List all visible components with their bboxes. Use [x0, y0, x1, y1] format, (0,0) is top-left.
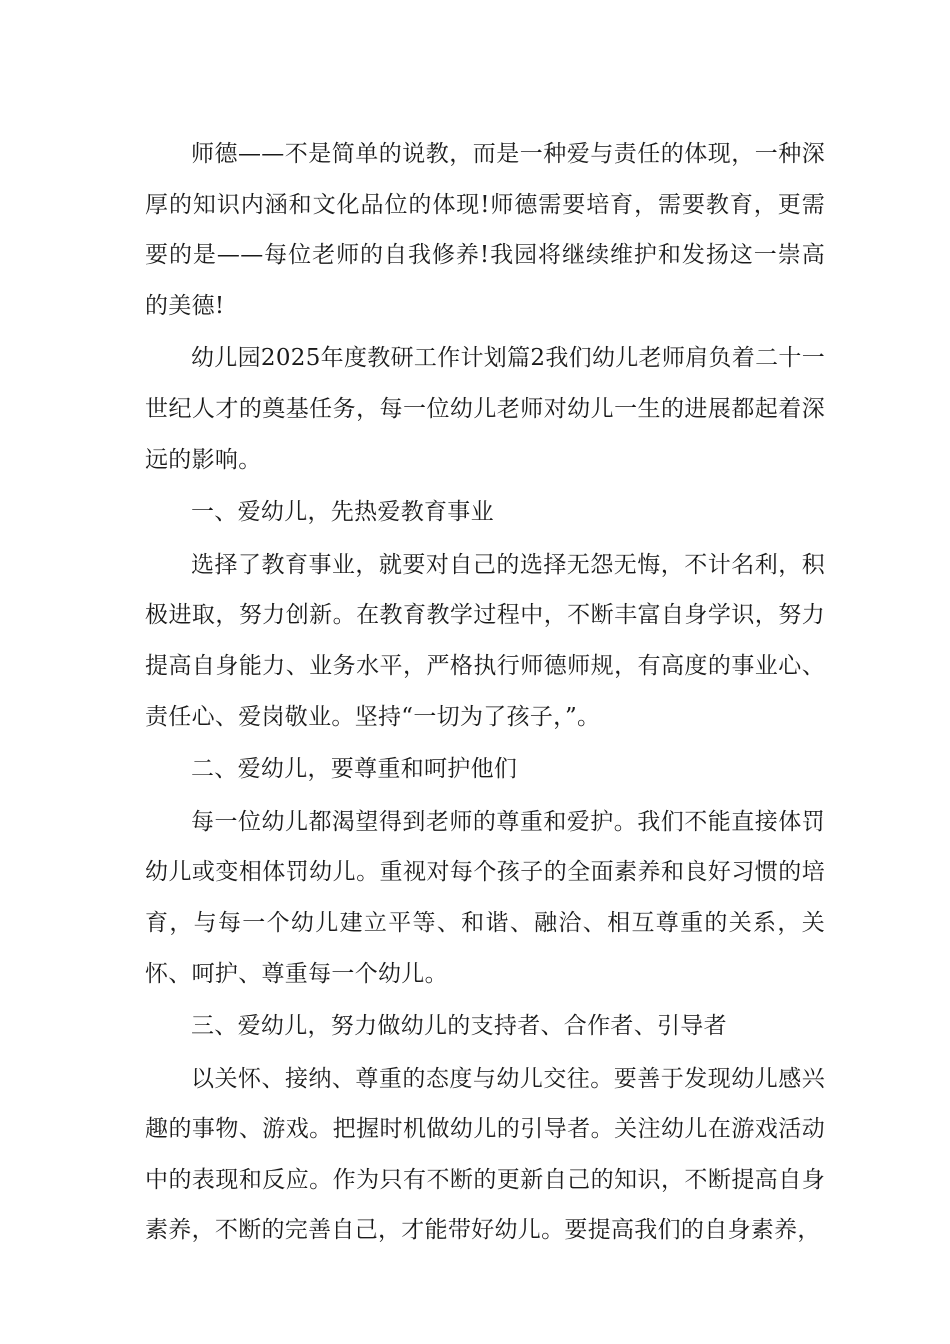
- paragraph-section-3: 以关怀、接纳、尊重的态度与幼儿交往。要善于发现幼儿感兴趣的事物、游戏。把握时机做幼儿的引导者。关注幼儿在游戏活动中的表现和反应。作为只有不断的更新自己的知识，不断提高自身素养，不断的完善自己，才能带好幼儿。要提高我们的自身素养，: [145, 1065, 825, 1244]
- paragraph-teacher-ethics: 师德——不是简单的说教，而是一种爱与责任的体现，一种深厚的知识内涵和文化品位的体现!师德需要培育，需要教育，更需要的是——每位老师的自我修养!我园将继续维护和发扬这一崇高的美德!: [145, 141, 825, 319]
- section-heading-1: 一、爱幼儿，先热爱教育事业: [191, 499, 494, 526]
- section-heading-2: 二、爱幼儿，要尊重和呵护他们: [191, 756, 518, 783]
- section-heading-3: 三、爱幼儿，努力做幼儿的支持者、合作者、引导者: [191, 1013, 727, 1040]
- paragraph-section-2: 每一位幼儿都渴望得到老师的尊重和爱护。我们不能直接体罚幼儿或变相体罚幼儿。重视对每个孩子的全面素养和良好习惯的培育，与每一个幼儿建立平等、和谐、融洽、相互尊重的关系，关怀、呵护、尊重每一个幼儿。: [145, 808, 825, 987]
- document-body: [145, 129, 825, 1258]
- paragraph-plan-intro: 幼儿园2025年度教研工作计划篇2我们幼儿老师肩负着二十一世纪人才的奠基任务，每一位幼儿老师对幼儿一生的进展都起着深远的影响。: [145, 345, 825, 473]
- paragraph-section-1: 选择了教育事业，就要对自己的选择无怨无悔，不计名利，积极进取，努力创新。在教育教学过程中，不断丰富自身学识，努力提高自身能力、业务水平，严格执行师德师规，有高度的事业心、责任心、爱岗敬业。坚持“一切为了孩子，”。: [145, 551, 825, 730]
